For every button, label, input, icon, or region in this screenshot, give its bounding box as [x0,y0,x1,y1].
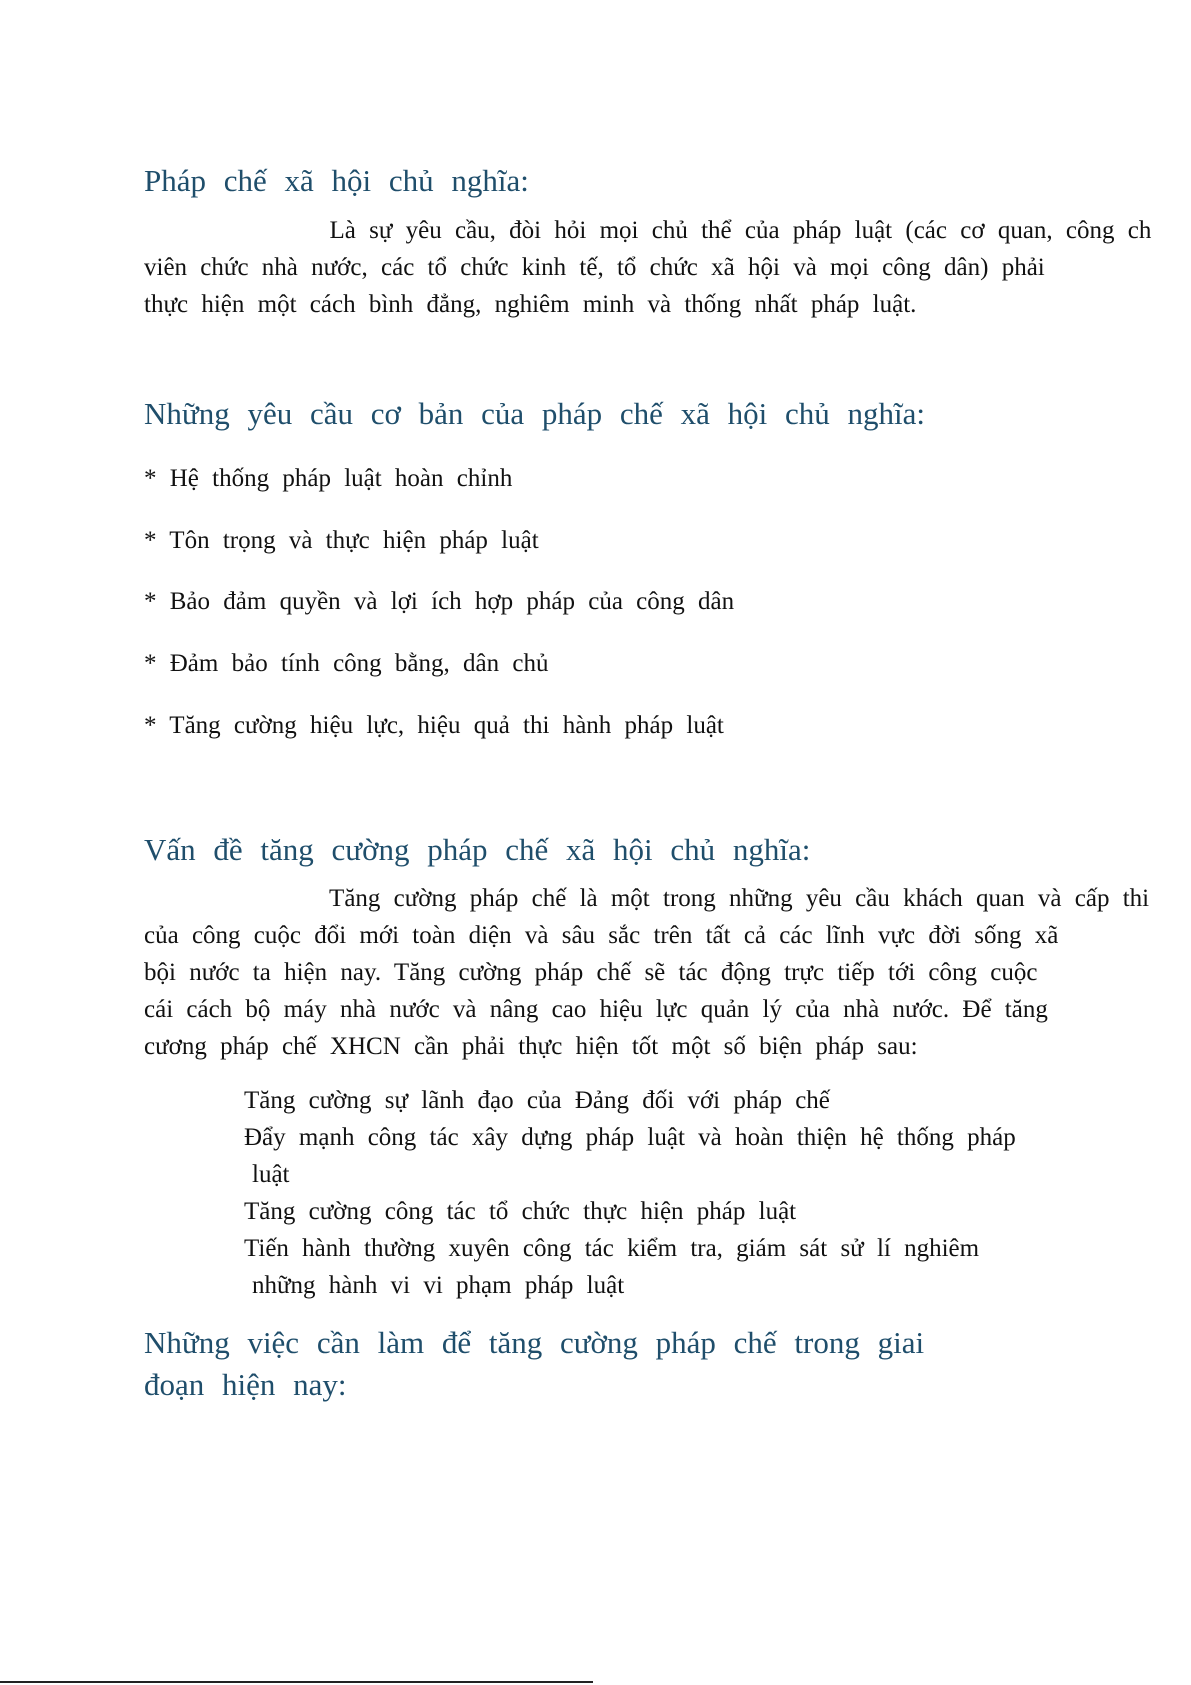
measure-text-continued: luật [252,1161,290,1188]
measure-item [214,1193,796,1230]
body-line: Tăng cường pháp chế là một trong những yêu cầu khách quan và cấp thi [144,885,1150,912]
body-line: cái cách bộ máy nhà nước và nâng cao hiệu lực quản lý của nhà nước. Để tăng [144,996,1048,1023]
body-line: bội nước ta hiện nay. Tăng cường pháp chế sẽ tác động trực tiếp tới công cuộc [144,959,1038,986]
measure-item [214,1230,979,1304]
list-item: * Hệ thống pháp luật hoàn chỉnh [144,465,513,492]
measure-text: Tăng cường sự lãnh đạo của Đảng đối với pháp chế [244,1087,830,1114]
measure-item [214,1119,1016,1193]
section-heading-nhung-viec-cont: đoạn hiện nay: [144,1367,347,1402]
section-heading-tang-cuong: Vấn đề tăng cường pháp chế xã hội chủ nghĩa: [144,832,811,867]
section-heading-phap-che: Pháp chế xã hội chủ nghĩa: [144,163,529,198]
section-heading-nhung-viec: Những việc cần làm để tăng cường pháp chế trong giai [144,1325,925,1360]
measure-text: Đẩy mạnh công tác xây dựng pháp luật và hoàn thiện hệ thống pháp [244,1124,1016,1151]
section-heading-yeu-cau: Những yêu cầu cơ bản của pháp chế xã hội chủ nghĩa: [144,396,926,431]
body-line: viên chức nhà nước, các tổ chức kinh tế, tổ chức xã hội và mọi công dân) phải [144,254,1045,281]
measure-item [214,1082,830,1119]
body-line: Là sự yêu cầu, đòi hỏi mọi chủ thể của pháp luật (các cơ quan, công ch [144,217,1152,244]
list-item: * Tôn trọng và thực hiện pháp luật [144,527,539,554]
list-item: * Bảo đảm quyền và lợi ích hợp pháp của công dân [144,588,735,615]
list-item: * Tăng cường hiệu lực, hiệu quả thi hành pháp luật [144,712,724,739]
measure-text-continued: những hành vi vi phạm pháp luật [252,1272,625,1299]
body-line: thực hiện một cách bình đẳng, nghiêm minh và thống nhất pháp luật. [144,291,917,318]
body-line: của công cuộc đổi mới toàn diện và sâu sắc trên tất cả các lĩnh vực đời sống xã [144,922,1059,949]
list-item: * Đảm bảo tính công bằng, dân chủ [144,650,549,677]
measure-text: Tăng cường công tác tổ chức thực hiện pháp luật [244,1198,797,1225]
footer-rule [0,1681,593,1683]
measure-text: Tiến hành thường xuyên công tác kiểm tra, giám sát sử lí nghiêm [244,1235,980,1262]
body-line: cương pháp chế XHCN cần phải thực hiện tốt một số biện pháp sau: [144,1033,918,1060]
